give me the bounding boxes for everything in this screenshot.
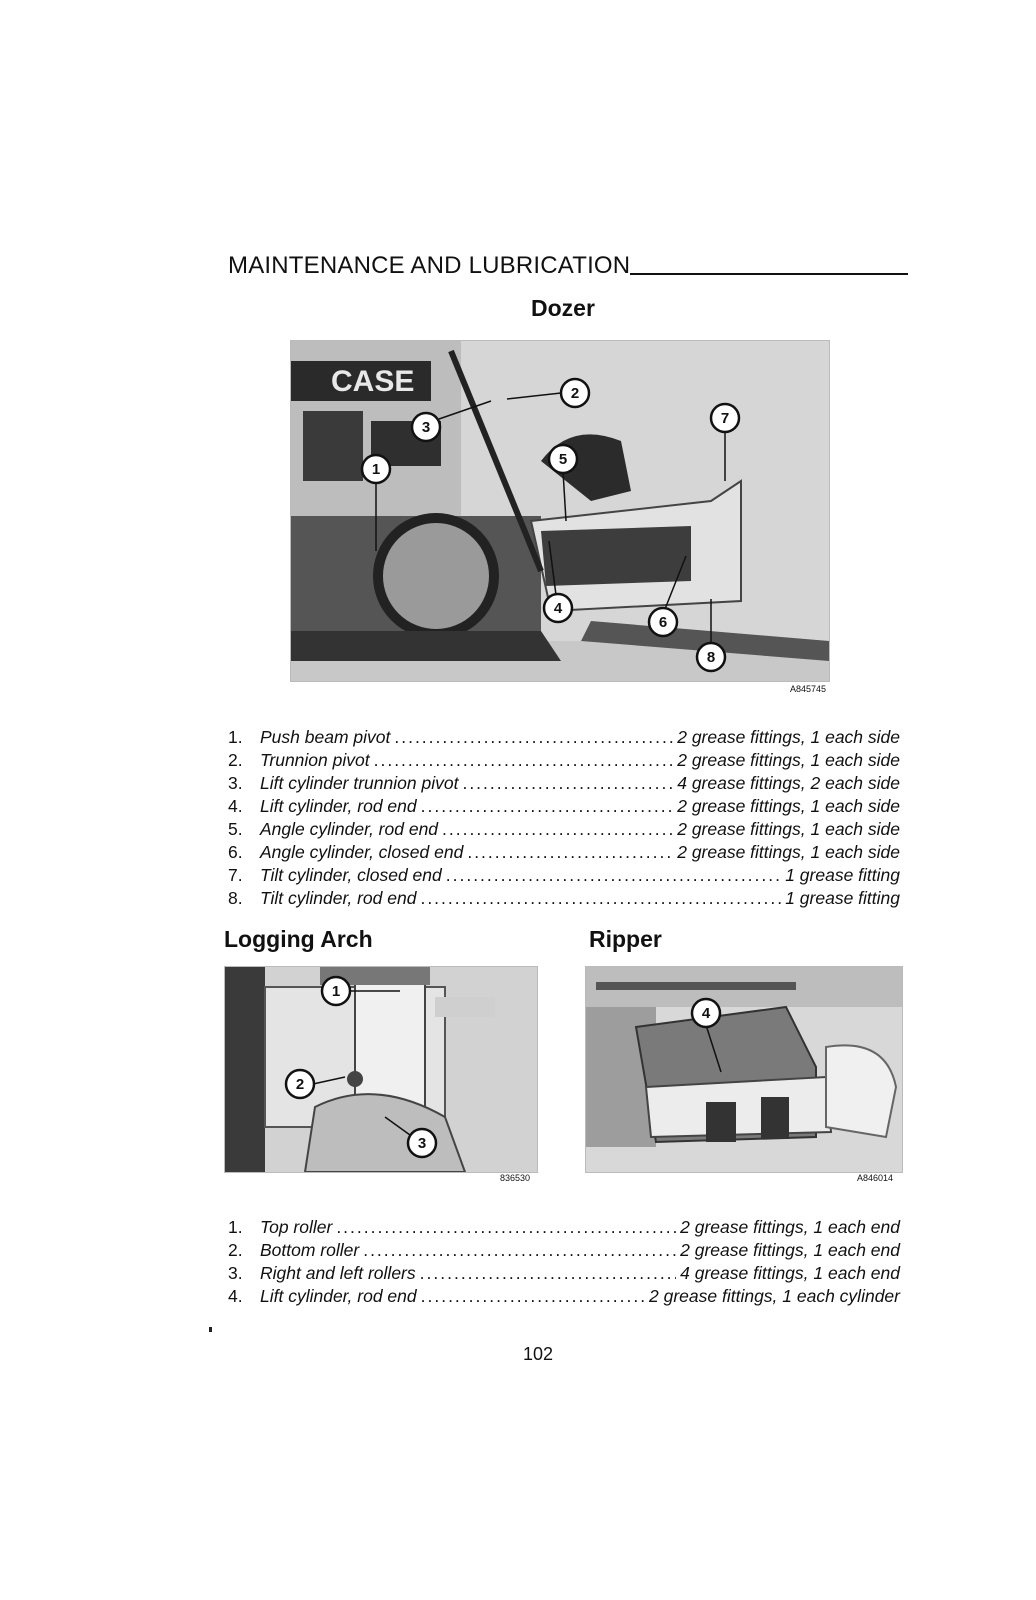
list-item: 1. Top roller ..... 2 grease fittings, 1 each end (228, 1217, 900, 1240)
list-item: 7. Tilt cylinder, closed end ..... 1 grease fitting (228, 865, 900, 888)
dozer-list (228, 727, 900, 911)
dozer-illustration (291, 341, 829, 681)
callout-5: 5 (558, 451, 568, 468)
logging-arch-photo (224, 966, 538, 1173)
list-item: 4. Lift cylinder, rod end ..... 2 grease fittings, 1 each side (228, 796, 900, 819)
ripper-photo-code: A846014 (857, 1173, 894, 1183)
list-item: 3. Lift cylinder trunnion pivot ..... 4 grease fittings, 2 each side (228, 773, 900, 796)
section-title: MAINTENANCE AND LUBRICATION (228, 252, 631, 279)
page-header (228, 252, 908, 282)
callout-4: 4 (701, 1005, 711, 1022)
callout-4: 4 (553, 600, 563, 617)
stray-mark (209, 1327, 212, 1332)
list-item: 4. Lift cylinder, rod end ..... 2 grease fittings, 1 each cylinder (228, 1286, 900, 1309)
dozer-title: Dozer (531, 295, 595, 321)
ripper-illustration (586, 967, 902, 1172)
header-rule (630, 273, 908, 275)
logging-arch-illustration (225, 967, 537, 1172)
callout-8: 8 (706, 649, 716, 666)
list-item: 2. Trunnion pivot ..... 2 grease fittings, 1 each side (228, 750, 900, 773)
list-item: 3. Right and left rollers ..... 4 grease fittings, 1 each end (228, 1263, 900, 1286)
dozer-photo (290, 340, 830, 682)
callout-1: 1 (371, 461, 381, 478)
callout-2: 2 (295, 1076, 305, 1093)
logging-arch-title: Logging Arch (224, 926, 373, 952)
callout-1: 1 (331, 983, 341, 1000)
page-number: 102 (522, 1344, 554, 1364)
ripper-title: Ripper (589, 926, 662, 952)
callout-2: 2 (570, 385, 580, 402)
callout-3: 3 (421, 419, 431, 436)
dozer-logo: CASE (331, 365, 415, 398)
lower-list (228, 1217, 900, 1309)
list-item: 8. Tilt cylinder, rod end ..... 1 grease fitting (228, 888, 900, 911)
list-item: 1. Push beam pivot ..... 2 grease fittings, 1 each side (228, 727, 900, 750)
callout-3: 3 (417, 1135, 427, 1152)
dozer-photo-code: A845745 (790, 684, 827, 694)
ripper-photo (585, 966, 903, 1173)
callout-7: 7 (720, 410, 730, 427)
list-item: 6. Angle cylinder, closed end ..... 2 grease fittings, 1 each side (228, 842, 900, 865)
logging-arch-photo-code: 836530 (500, 1173, 531, 1183)
list-item: 2. Bottom roller ..... 2 grease fittings, 1 each end (228, 1240, 900, 1263)
callout-6: 6 (658, 614, 668, 631)
list-item: 5. Angle cylinder, rod end ..... 2 grease fittings, 1 each side (228, 819, 900, 842)
